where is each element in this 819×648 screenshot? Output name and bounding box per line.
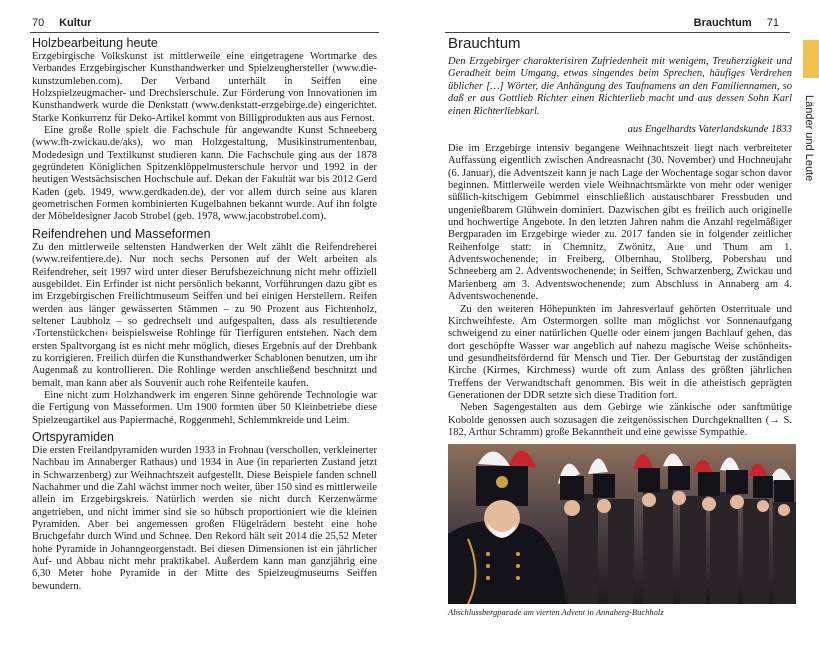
body-paragraph: Die ersten Freilandpyramiden wurden 1933 in Frohnau (verschollen, verkleinerter Nachbau im Annaberger Rathaus) und 1934 in Aue (in reparierten Zustand jetzt in Schwarzenberg) zur Weihnachtszeit aufgestellt. Diese Beispiele fanden schnell Nachahmer und die Zahl wächst immer noch weiter, über 150 sind es mittlerweile allein im Erzgebirgskreis. Natürlich werden sie nicht durch Kerzenwärme angetrieben, und nicht immer sind sie so hübsch proportioniert wie die kleinen Pyramiden. Aber bei angemessen großen Flügelrädern besteht eine hohe Bruchgefahr durch Wind und Schnee. Den Rekord hält seit 2014 die 25,52 Meter hohe Pyramide in Johanngeorgenstadt. Bei diesen Dimensionen ist ein jährlicher Auf- und Abbau nicht mehr praktikabel. Außerdem kann man ganzjährig eine 6,30 Meter hohe Pyramide in der Mitte des Spielzeugmuseums Seiffen bewundern. (32, 444, 377, 592)
body-paragraph: Erzgebirgische Volkskunst ist mittlerweile eine eingetragene Wortmarke des Verbandes Erzgebirgischer Kunsthandwerker und Spielzeughersteller (www.die-kunstzumleben.com). Der Verband unterhält in Seiffen eine Holzspielzeugmacher- und Drechslerschule. Zur Förderung von Innovationen im Kunsthandwerk wurde die Denkstatt (www.denkstatt-erzgebirge.de) eingerichtet. Starke Konkurrenz für Deko-Artikel kommt von Billigprodukten aus aus Fernost. (32, 51, 377, 124)
left-text-column (32, 33, 377, 593)
body-paragraph: Zu den weiteren Höhepunkten im Jahresverlauf gehörten Osterrituale und Kirchweihfeste. Am Ostermorgen sollte man möglichst vor Sonnenaufgang schweigend zu einer natürlichen Quelle oder einem jungen Bachlauf gehen, das dort geschöpfte Wasser war angeblich auf nahezu magische Weise schönheits- und gesundheitsfördernd für Mensch und Tier. Der Geburtstag der zuständigen Kirche (Kirmes, Kirchmess) wurde oft zum Anlass des größten jährlichen Treffens der Verwandtschaft genommen. Bis weit in die atheistisch geprägten Generationen der DDR setzte sich diese Tradition fort. (448, 303, 792, 401)
photo-caption: Abschlussbergparade am vierten Advent in Annaberg-Buchholz (448, 607, 664, 618)
body-paragraph: Die im Erzgebirge intensiv begangene Weihnachtszeit liegt nach verbreiteter Auffassung eigentlich zwischen Andreasnacht (30. November) und Hochneujahr (6. Januar), die Adventszeit kann je nach Lage der Wochentage sogar schon davor beginnen. Mittlerweile werden viele Weihnachtsmärkte von mehr oder weniger süßlich-kitschigem Gebimmel einschließlich austauschbarer Fressbuden und ungenießbarem Glühwein dominiert. Dazwischen gibt es freilich auch originelle und hochwertige Angebote. In den letzten Jahren nahm die Anzahl regelmäßiger Bergparaden im Erzgebirge wieder zu. 2017 fanden sie in folgender zeitlicher Reihenfolge statt: in Chemnitz, Zwönitz, Aue und Thum am 1. Adventswochenende; in Freiberg, Olbernhau, Stollberg, Pobershau und Schneeberg am 2. Adventswochenende; in Seiffen, Schwarzenberg, Zwickau und Marienberg am 3. Adventswochenende; zum Abschluss in Annaberg am 4. Adventswochenende. (448, 143, 792, 303)
epigraph-quote: Den Erzgebirger charakterisiren Zufriedenheit mit wenigem, Treuherzigkeit und Geradheit beim Umgang, etwas singendes beim Sprechen, häufiges Verdrehen üblicher […] Wörter, die Anhängung des Taufnamens an den Familiennamen, so daß er aus Gottlieb Richter einen Richterlieb macht und aus dessen Sohn Karl einen Richterliebkarl. (448, 56, 792, 117)
body-paragraph: Neben Sagengestalten aus dem Gebirge wie zänkische oder sanftmütige Kobolde genossen auch sozusagen die zeitgenössischen Durchgeknallten (→ S. 182, Arthur Schramm) große Bekanntheit und eine gewisse Sympathie. (448, 402, 792, 438)
right-page-header (694, 17, 779, 29)
chapter-tab-marker (803, 40, 819, 78)
subheading: Ortspyramiden (32, 429, 114, 444)
left-page-header (32, 17, 91, 29)
subheading: Holzbearbeitung heute (32, 36, 158, 50)
running-head-right: Brauchtum (693, 17, 752, 29)
page-number-left: 70 (32, 17, 45, 29)
body-paragraph: Eine nicht zum Holzhandwerk im engeren Sinne gehörende Technologie war die Fertigung von Masseformen. Um 1900 formten über 50 Kleinbetriebe diese Spielzeugartikel aus Papiermaché, Roggenmehl, Schlemmkreide und Leim. (32, 389, 377, 426)
right-text-column (448, 33, 792, 617)
parade-photo (448, 444, 796, 604)
body-text (448, 143, 792, 439)
body-paragraph: Zu den mittlerweile seltensten Handwerken der Welt zählt die Reifendreherei (www.reifentiere.de). Nur noch sechs Personen auf der Welt arbeiten als Reifendreher, seit 1997 wird unter dieser Berufsbezeichnung nicht mehr offiziell ausgebildet. Ein Erfinder ist nicht persönlich bekannt, Vorführungen dazu gibt es im Erzgebirgischen Freilichtmuseum Seiffen und bei einigen Herstellern. Reifen werden aus länger gewässerten Stämmen – zu 90 Prozent aus Fichtenholz, seltener Laubholz – so gedrechselt und aufgespalten, dass als resultierende ›Tortenstückchen‹ beispielsweise Rohlinge für Tierfiguren entstehen. Nach dem ersten Spaltvorgang ist es nicht mehr möglich, dieses Ergebnis auf der Drehbank zu korrigieren. Freilich dürfen die Kunsthandwerker Schablonen benutzen, um ihr Augenmaß zu kontrollieren. Die Rohlinge werden anschließend beschnitzt und bemalt, man kann aber als Souvenir auch rohe Reifenteile kaufen. (32, 241, 377, 389)
running-head-left: Kultur (59, 17, 92, 29)
right-page (410, 0, 819, 648)
epigraph-source: aus Engelhardts Vaterlandskunde 1833 (627, 124, 792, 136)
chapter-title: Brauchtum (448, 35, 521, 52)
left-page (0, 0, 409, 648)
subheading: Reifendrehen und Masseformen (32, 226, 211, 241)
page-number-right: 71 (766, 17, 779, 29)
parade-photo-illustration (448, 444, 796, 604)
chapter-side-label: Länder und Leute (803, 95, 815, 182)
body-paragraph: Eine große Rolle spielt die Fachschule für angewandte Kunst Schneeberg (www.fh-zwickau.de/aks), wo man Holzgestaltung, Musikinstrumentenbau, Modedesign und Textilkunst studieren kann. Die Fachschule ging aus der 1878 gegründeten Königlichen Spitzenklöppelmusterschule hervor und 1992 in der heutigen Westsächsischen Hochschule auf. Dekan der Fakultät war bis 2012 Gerd Kaden (geb. 1949, www.gerdkaden.de), der vor allem durch seine aus klaren geometrischen Formen kombinierten Kugelbahnen bekannt wurde. Auf ihn folgte der Möbeldesigner Jacob Strobel (geb. 1978, www.jacobstrobel.com). (32, 125, 377, 223)
